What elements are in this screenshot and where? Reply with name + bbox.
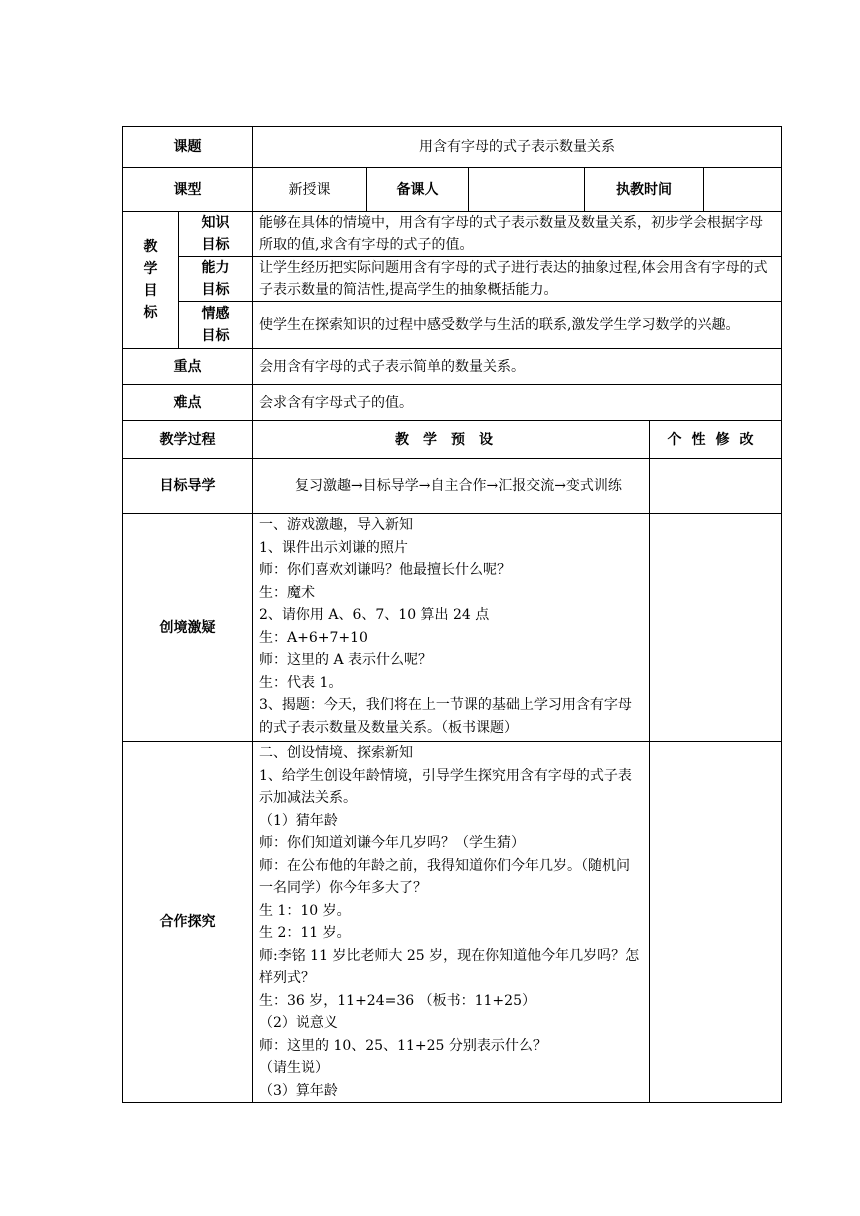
key-point-row — [123, 349, 782, 385]
section-line: 生：代表 1。 — [259, 674, 343, 691]
section-line: 2、请你用 A、6、7、10 算出 24 点 — [259, 607, 490, 623]
goal-text: 使学生在探索知识的过程中感受数学与生活的联系,激发学生学习数学的兴趣。 — [253, 302, 782, 349]
difficulty-text: 会求含有字母式子的值。 — [253, 385, 782, 421]
preparer-label: 备课人 — [367, 168, 469, 212]
section-line: 3、揭题：今天，我们将在上一节课的基础上学习用含有字母的式子表示数量及数量关系。（板书课题） — [259, 697, 632, 736]
section-label: 目标导学 — [123, 459, 253, 514]
section-line: （2）说意义 — [259, 1015, 338, 1031]
section-label: 合作探究 — [123, 742, 253, 1103]
section-content — [253, 742, 650, 1103]
lesson-plan-table — [122, 126, 782, 1103]
goal-sub-label — [179, 257, 253, 302]
goal-sub-label-bottom: 目标 — [201, 328, 230, 344]
section-notes — [650, 514, 782, 742]
section-line: 生：A+6+7+10 — [259, 629, 368, 646]
goal-sub-label-bottom: 目标 — [201, 282, 230, 298]
process-col2-header: 教学预设 — [253, 421, 650, 459]
goal-main-char: 标 — [143, 305, 158, 321]
date-label: 执教时间 — [585, 168, 704, 212]
goal-sub-label-bottom: 目标 — [201, 237, 230, 253]
section-line: 生 2：11 岁。 — [259, 925, 351, 941]
section-line: 师：在公布他的年龄之前，我得知道你们今年几岁。（随机问一名同学）你今年多大了？ — [259, 857, 630, 896]
difficulty-label: 难点 — [123, 385, 253, 421]
goal-row-emotion — [123, 302, 782, 349]
goal-sub-label-top: 知识 — [201, 215, 230, 231]
type-label: 课型 — [123, 168, 253, 212]
process-row-goal-guide — [123, 459, 782, 514]
section-notes — [650, 742, 782, 1103]
goal-main-char: 教 — [143, 239, 158, 255]
goal-text: 让学生经历把实际问题用含有字母的式子进行表达的抽象过程,体会用含有字母的式子表示数量的简洁性,提高学生的抽象概括能力。 — [253, 257, 782, 302]
topic-value: 用含有字母的式子表示数量关系 — [253, 127, 782, 168]
section-line: 二、创设情境、探索新知 — [259, 745, 413, 761]
goal-sub-label — [179, 302, 253, 349]
type-value: 新授课 — [253, 168, 367, 212]
goal-sub-label-top: 情感 — [201, 306, 230, 322]
goal-row-knowledge — [123, 212, 782, 257]
section-line: （请生说） — [259, 1060, 329, 1076]
section-line: 1、课件出示刘谦的照片 — [259, 539, 408, 556]
section-notes — [650, 459, 782, 514]
goal-row-ability — [123, 257, 782, 302]
section-line: 师：这里的 10、25、11+25 分别表示什么？ — [259, 1037, 547, 1054]
goal-main-char: 目 — [143, 283, 158, 299]
section-line: 生：36 岁，11+24=36 （板书：11+25） — [259, 992, 536, 1009]
teaching-goal-label — [123, 212, 179, 349]
topic-label: 课题 — [123, 127, 253, 168]
section-content — [253, 459, 650, 514]
section-line: （1）猜年龄 — [259, 812, 338, 829]
section-content — [253, 514, 650, 742]
section-line: 生：魔术 — [259, 584, 315, 601]
process-col1-header: 教学过程 — [123, 421, 253, 459]
goal-main-char: 学 — [143, 261, 158, 277]
date-value — [704, 168, 782, 212]
section-line: 师:李铭 11 岁比老师大 25 岁，现在你知道他今年几岁吗？怎样列式？ — [259, 947, 640, 986]
process-col3-header: 个性修改 — [650, 421, 782, 459]
process-row-explore — [123, 742, 782, 1103]
section-line: （3）算年龄 — [259, 1082, 338, 1099]
section-line: 师：这里的 A 表示什么呢？ — [259, 652, 433, 668]
goal-sub-label — [179, 212, 253, 257]
preparer-value — [469, 168, 585, 212]
key-point-label: 重点 — [123, 349, 253, 385]
section-label: 创境激疑 — [123, 514, 253, 742]
difficulty-row — [123, 385, 782, 421]
key-point-text: 会用含有字母的式子表示简单的数量关系。 — [253, 349, 782, 385]
section-line: 师：你们喜欢刘谦吗？他最擅长什么呢？ — [259, 562, 511, 578]
section-line: 复习激趣→目标导学→自主合作→汇报交流→变式训练 — [295, 477, 622, 494]
process-header-row — [123, 421, 782, 459]
section-line: 师：你们知道刘谦今年几岁吗？（学生猜） — [259, 835, 525, 851]
section-line: 1、给学生创设年龄情境，引导学生探究用含有字母的式子表示加减法关系。 — [259, 767, 632, 806]
type-row — [123, 168, 782, 212]
section-line: 生 1：10 岁。 — [259, 902, 351, 919]
process-row-situation — [123, 514, 782, 742]
goal-text: 能够在具体的情境中，用含有字母的式子表示数量及数量关系，初步学会根据字母所取的值,求含有字母的式子的值。 — [253, 212, 782, 257]
goal-sub-label-top: 能力 — [201, 260, 230, 276]
topic-row — [123, 127, 782, 168]
section-line: 一、游戏激趣，导入新知 — [259, 517, 413, 533]
